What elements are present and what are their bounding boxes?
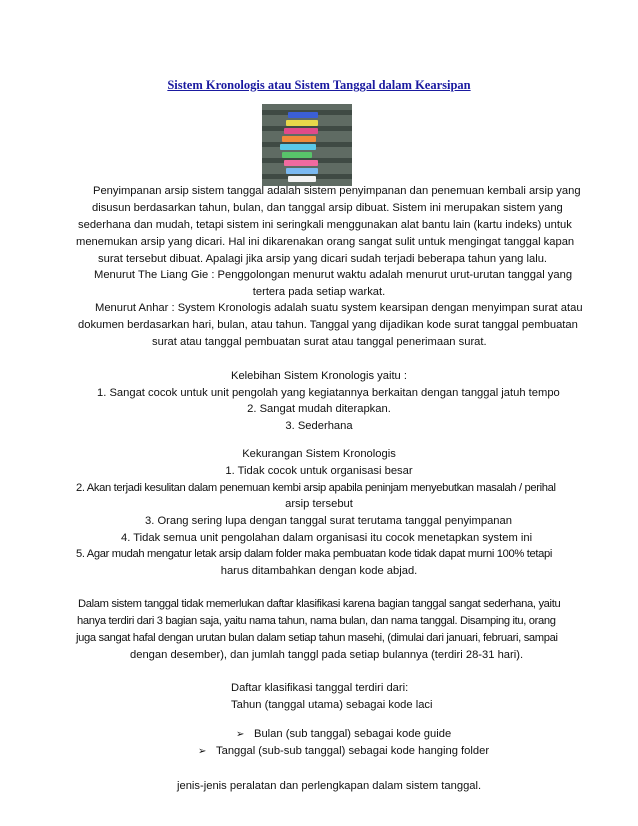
dalam-line: hanya terdiri dari 3 bagian saja, yaitu nama tahun, nama bulan, dan nama tanggal. Disamping itu, orang <box>77 615 556 627</box>
kekurangan-line: 5. Agar mudah mengatur letak arsip dalam folder maka pembuatan kode tidak dapat murni 100% tetapi <box>76 548 553 560</box>
intro-line: surat tersebut dibuat. Apalagi jika arsip yang dicari sudah terjadi beberapa tahun yang lalu. <box>98 253 548 265</box>
daftar-bullet-text: Tanggal (sub-sub tanggal) sebagai kode hanging folder <box>216 745 490 757</box>
document-title: Sistem Kronologis atau Sistem Tanggal dalam Kearsipan <box>167 78 471 92</box>
arrow-bullet-icon: ➢ <box>198 746 207 757</box>
dalam-line: Dalam sistem tanggal tidak memerlukan daftar klasifikasi karena bagian tanggal sangat sederhana, yaitu <box>78 598 561 610</box>
kekurangan-heading: Kekurangan Sistem Kronologis <box>242 448 396 460</box>
intro-line: tertera pada setiap warkat. <box>252 286 386 298</box>
folder-tab <box>288 176 316 182</box>
dalam-line: dengan desember), dan jumlah tanggl pada setiap bulannya (terdiri 28-31 hari). <box>130 649 524 661</box>
folder-tab <box>284 160 318 166</box>
kekurangan-line: 2. Akan terjadi kesulitan dalam penemuan kembi arsip apabila peninjam menyebutkan masalah / perihal <box>76 482 556 494</box>
filing-folders-image <box>262 104 352 186</box>
intro-line: Menurut Anhar : System Kronologis adalah suatu system kearsipan dengan menyimpan surat atau <box>95 302 583 314</box>
folder-tab <box>288 112 318 118</box>
intro-line: disusun berdasarkan tahun, bulan, dan tanggal arsip dibuat. Sistem ini merupakan sistem yang <box>92 202 563 214</box>
kekurangan-line: 3. Orang sering lupa dengan tanggal surat terutama tanggal penyimpanan <box>145 515 512 527</box>
intro-line: Menurut The Liang Gie : Penggolongan menurut waktu adalah menurut urut-urutan tanggal yang <box>94 269 573 281</box>
intro-line: Penyimpanan arsip sistem tanggal adalah sistem penyimpanan dan penemuan kembali arsip yang <box>93 185 581 197</box>
daftar-tahun: Tahun (tanggal utama) sebagai kode laci <box>231 699 433 711</box>
kekurangan-line: 1. Tidak cocok untuk organisasi besar <box>225 465 413 477</box>
kekurangan-line: arsip tersebut <box>285 498 353 510</box>
kekurangan-line: 4. Tidak semua unit pengolahan dalam organisasi itu cocok menetapkan system ini <box>121 532 533 544</box>
folder-tab <box>284 128 318 134</box>
daftar-bullet-text: Bulan (sub tanggal) sebagai kode guide <box>254 728 452 740</box>
kelebihan-item: 3. Sederhana <box>285 420 353 432</box>
kelebihan-item: 2. Sangat mudah diterapkan. <box>247 403 391 415</box>
intro-line: sederhana dan mudah, tetapi sistem ini seringkali menggunakan alat bantu lain (kartu indeks) untuk <box>78 219 572 231</box>
kelebihan-item: 1. Sangat cocok untuk unit pengolah yang kegiatannya berkaitan dengan tanggal jatuh tempo <box>97 387 560 399</box>
closing-line: jenis-jenis peralatan dan perlengkapan dalam sistem tanggal. <box>177 780 482 792</box>
folder-tab <box>286 168 318 174</box>
intro-line: surat atau tanggal pembuatan surat atau tanggal penerimaan surat. <box>152 336 487 348</box>
intro-line: menemukan arsip yang dicari. Hal ini dikarenakan orang sangat sulit untuk mengingat tanggal kapan <box>76 236 575 248</box>
folder-tab <box>286 120 318 126</box>
kekurangan-line: harus ditambahkan dengan kode abjad. <box>220 565 418 577</box>
daftar-heading: Daftar klasifikasi tanggal terdiri dari: <box>231 682 409 694</box>
dalam-line: juga sangat hafal dengan urutan bulan dalam setiap tahun masehi, (dimulai dari januari, februari, sampai <box>76 632 558 644</box>
arrow-bullet-icon: ➢ <box>236 729 245 740</box>
daftar-bullet <box>198 743 489 760</box>
kelebihan-heading: Kelebihan Sistem Kronologis yaitu : <box>231 370 407 382</box>
folder-tab <box>282 136 316 142</box>
folder-tab <box>282 152 312 158</box>
daftar-bullet <box>236 726 451 743</box>
intro-line: dokumen berdasarkan hari, bulan, atau tahun. Tanggal yang dijadikan kode surat tanggal pembuatan <box>78 319 578 331</box>
folder-tab <box>280 144 316 150</box>
